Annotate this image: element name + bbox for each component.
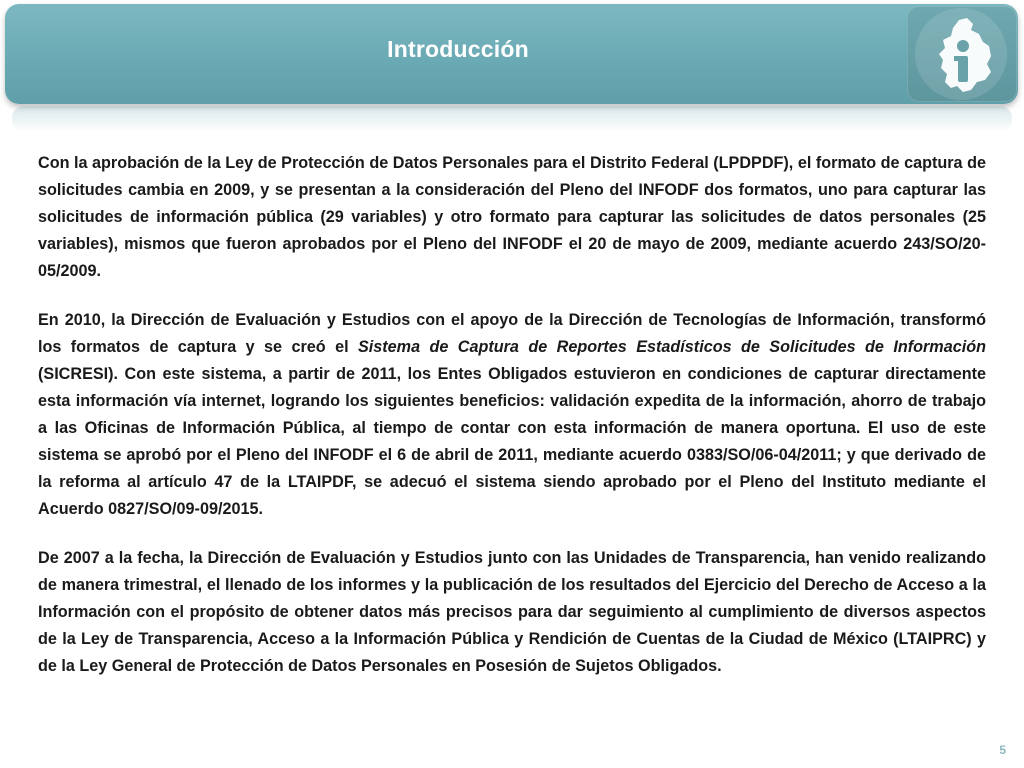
paragraph-reports: De 2007 a la fecha, la Dirección de Evaluación y Estudios junto con las Unidades de Transparencia, han venido realizando de manera trimestral, el llenado de los informes y la publicación de los resultados del Ejercicio del Derecho de Acceso a la Información con el propósito de obtener datos más precisos para dar seguimiento al cumplimiento de diversos aspectos de la Ley de Transparencia, Acceso a la Información Pública y Rendición de Cuentas de la Ciudad de México (LTAIPRC) y de la Ley General de Protección de Datos Personales en Posesión de Sujetos Obligados. — [38, 549, 986, 675]
infodf-logo-icon — [907, 6, 1017, 102]
paragraph-sicresi — [38, 307, 986, 523]
banner-reflection — [12, 106, 1012, 132]
paragraph-sicresi-start: En 2010, la Dirección de Evaluación y Estudios con el apoyo de la Dirección de Tecnologías de Información, transformó los formatos de captura y se creó el — [38, 311, 986, 356]
body-text — [38, 150, 986, 702]
logo-badge — [907, 6, 1017, 102]
sicresi-system-name: Sistema de Captura de Reportes Estadísticos de Solicitudes de Información — [357, 338, 986, 356]
paragraph-lpdpdf: Con la aprobación de la Ley de Protección de Datos Personales para el Distrito Federal (LPDPDF), el formato de captura de solicitudes cambia en 2009, y se presentan a la consideración del Pleno del INFODF dos formatos, uno para capturar las solicitudes de información pública (29 variables) y otro formato para capturar las solicitudes de datos personales (25 variables), mismos que fueron aprobados por el Pleno del INFODF el 20 de mayo de 2009, mediante acuerdo 243/SO/20-05/2009. — [38, 154, 986, 280]
page-number: 5 — [999, 743, 1006, 757]
slide-title: Introducción — [387, 36, 529, 62]
paragraph-sicresi-end: (SICRESI). Con este sistema, a partir de 2011, los Entes Obligados estuvieron en condiciones de capturar directamente esta información vía internet, logrando los siguientes beneficios: validación expedita de la información, ahorro de trabajo a las Oficinas de Información Pública, al tiempo de contar con esta información de manera oportuna. El uso de este sistema se aprobó por el Pleno del INFODF el 6 de abril de 2011, mediante acuerdo 0383/SO/06-04/2011; y que derivado de la reforma al artículo 47 de la LTAIPDF, se adecuó el sistema siendo aprobado por el Pleno del Instituto mediante el Acuerdo 0827/SO/09-09/2015. — [38, 365, 986, 518]
